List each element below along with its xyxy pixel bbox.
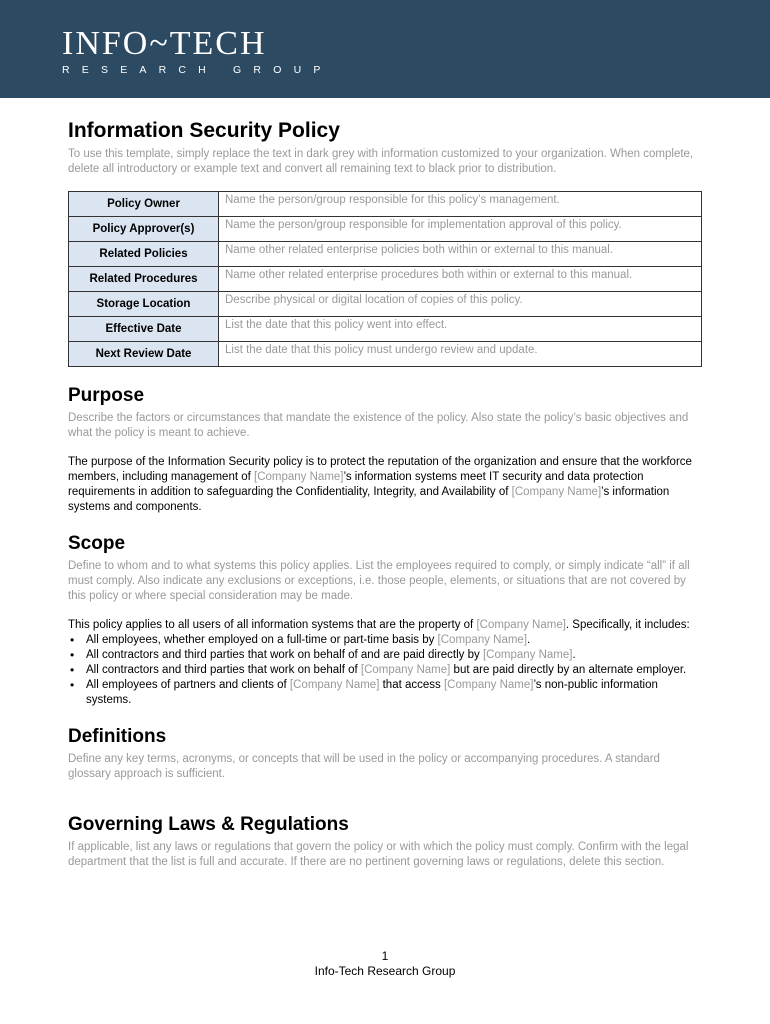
list-item: • All contractors and third parties that work on behalf of [Company Name] but are paid directly by an alternate employer. [86, 663, 702, 678]
list-item: • All employees, whether employed on a full-time or part-time basis by [Company Name]. [86, 633, 702, 648]
policy-meta-table [68, 191, 702, 367]
table-row [69, 292, 702, 317]
definitions-heading: Definitions [68, 726, 167, 747]
document-body [68, 118, 702, 870]
page-number: 1 [381, 949, 389, 963]
scope-heading: Scope [68, 533, 126, 554]
meta-value: Describe physical or digital location of copies of this policy. [219, 292, 702, 317]
table-row [69, 267, 702, 292]
logo-main-text: INFO~TECH [62, 25, 267, 62]
table-row [69, 217, 702, 242]
list-item: • All contractors and third parties that work on behalf of and are paid directly by [Company Name]. [86, 648, 702, 663]
scope-paragraph: This policy applies to all users of all information systems that are the property of [Company Name]. Specifically, it includes: [68, 619, 690, 631]
list-item: • All employees of partners and clients of [Company Name] that access [Company Name]’s non-public information systems. [86, 678, 702, 708]
table-row [69, 342, 702, 367]
scope-hint: Define to whom and to what systems this policy applies. List the employees required to comply, or simply indicate “all” if all must comply. Also indicate any exclusions or exceptions, i.e. those people, elements, or situations that are not covered by this policy or where special consideration may be made. [68, 560, 690, 602]
laws-hint: If applicable, list any laws or regulations that govern the policy or with which the policy must comply. Confirm with the legal department that the list is full and accurate. If there are no pertinent governing laws or regulations, delete this section. [68, 841, 689, 868]
company-name-placeholder: [Company Name] [511, 486, 602, 498]
company-name-placeholder: [Company Name] [476, 619, 566, 631]
table-row [69, 192, 702, 217]
intro-hint: To use this template, simply replace the text in dark grey with information customized to your organization. When complete, delete all introductory or example text and convert all remaining text to black prior to distribution. [68, 148, 694, 175]
meta-label: Next Review Date [69, 342, 219, 367]
purpose-paragraph: The purpose of the Information Security policy is to protect the reputation of the organization and ensure that the workforce members, including management of [Company Name]’s information systems meet IT security and data protection requirements in addition to safeguarding the Confidentiality, Integrity, and Availability of [Company Name]’s information systems and components. [68, 456, 692, 513]
meta-label: Policy Approver(s) [69, 217, 219, 242]
meta-label: Storage Location [69, 292, 219, 317]
meta-label: Related Policies [69, 242, 219, 267]
meta-value: Name the person/group responsible for implementation approval of this policy. [219, 217, 702, 242]
meta-value: Name other related enterprise policies both within or external to this manual. [219, 242, 702, 267]
table-row [69, 317, 702, 342]
page-title: Information Security Policy [68, 119, 340, 142]
header-banner [0, 0, 770, 98]
meta-value: List the date that this policy must undergo review and update. [219, 342, 702, 367]
meta-label: Related Procedures [69, 267, 219, 292]
definitions-hint: Define any key terms, acronyms, or concepts that will be used in the policy or accompanying procedures. A standard glossary approach is sufficient. [68, 753, 660, 780]
meta-value: List the date that this policy went into effect. [219, 317, 702, 342]
meta-value: Name the person/group responsible for this policy’s management. [219, 192, 702, 217]
footer-org: Info-Tech Research Group [314, 964, 456, 978]
purpose-hint: Describe the factors or circumstances that mandate the existence of the policy. Also state the policy’s basic objectives and what the policy is meant to achieve. [68, 412, 689, 439]
table-row [69, 242, 702, 267]
laws-heading: Governing Laws & Regulations [68, 814, 349, 835]
meta-value: Name other related enterprise procedures both within or external to this manual. [219, 267, 702, 292]
scope-list [68, 633, 702, 708]
purpose-heading: Purpose [68, 385, 145, 406]
logo-sub-text: RESEARCH GROUP [62, 64, 333, 76]
company-name-placeholder: [Company Name] [254, 471, 344, 483]
meta-label: Effective Date [69, 317, 219, 342]
meta-label: Policy Owner [69, 192, 219, 217]
